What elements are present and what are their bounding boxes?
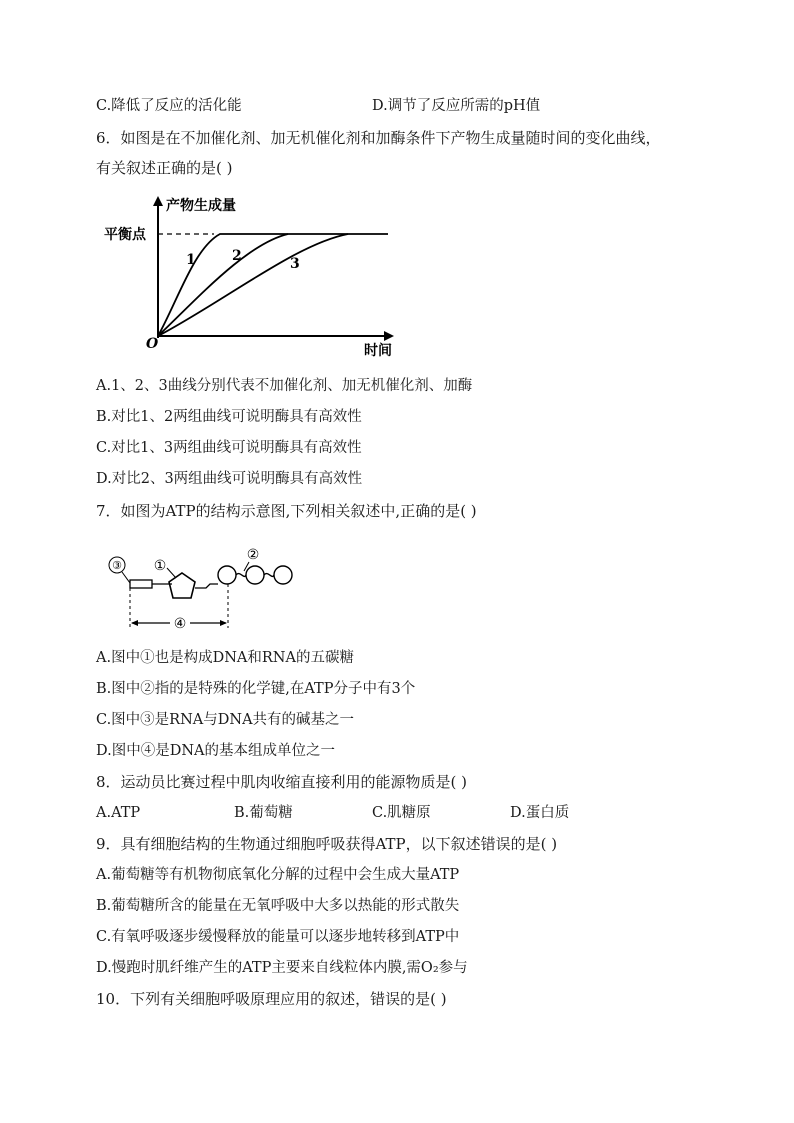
q8-option-b: B.葡萄糖 [234, 805, 293, 821]
q6-stem-line1: 6．如图是在不加催化剂、加无机催化剂和加酶条件下产物生成量随时间的变化曲线， [96, 129, 661, 147]
q7-marker-3-leader [122, 572, 130, 583]
q7-marker-1-leader [167, 568, 176, 578]
q9-stem: 9．具有细胞结构的生物通过细胞呼吸获得ATP，以下叙述错误的是( ) [96, 835, 558, 853]
q7-high-energy-bond-1 [236, 574, 246, 577]
q6-y-label: 产物生成量 [166, 198, 236, 214]
q6-stem-line2: 有关叙述正确的是( ) [96, 159, 233, 177]
q7-option-b: B.图中②指的是特殊的化学键,在ATP分子中有3个 [96, 681, 416, 697]
q7-phosphate-2 [246, 566, 264, 584]
q6-y-axis-arrow [153, 196, 163, 206]
q6-curve-1-label: 1 [186, 252, 196, 268]
q6-x-axis-arrow [384, 331, 394, 341]
q8-stem: 8．运动员比赛过程中肌肉收缩直接利用的能源物质是( ) [96, 773, 468, 791]
q7-marker-4: ④ [173, 616, 187, 632]
q7-stem: 7．如图为ATP的结构示意图,下列相关叙述中,正确的是( ) [96, 502, 477, 520]
q6-curve-2 [158, 234, 288, 336]
q6-curve-2-label: 2 [232, 248, 242, 264]
q6-option-b: B.对比1、2两组曲线可说明酶具有高效性 [96, 409, 362, 425]
q6-x-label: 时间 [364, 343, 392, 359]
q8-option-a: A.ATP [96, 805, 141, 821]
q6-origin-label: O [146, 336, 159, 352]
q6-option-c: C.对比1、3两组曲线可说明酶具有高效性 [96, 440, 362, 456]
q7-marker-1: ① [153, 558, 167, 574]
q8-option-c: C.肌糖原 [372, 805, 431, 821]
q5-option-d: D.调节了反应所需的pH值 [372, 98, 541, 114]
q7-base-rect [130, 580, 152, 588]
q5-option-c: C.降低了反应的活化能 [96, 98, 242, 114]
q9-option-b: B.葡萄糖所含的能量在无氧呼吸中大多以热能的形式散失 [96, 898, 460, 914]
q6-option-d: D.对比2、3两组曲线可说明酶具有高效性 [96, 471, 363, 487]
q6-curve-3 [158, 234, 348, 336]
q9-option-a: A.葡萄糖等有机物彻底氧化分解的过程中会生成大量ATP [96, 867, 460, 883]
q8-option-d: D.蛋白质 [510, 805, 570, 821]
q7-sugar-to-phosphate-bond [195, 584, 218, 588]
q7-high-energy-bond-2 [264, 574, 274, 577]
q7-marker-2: ② [246, 547, 260, 563]
q6-curve-3-label: 3 [290, 256, 300, 272]
q9-option-c: C.有氧呼吸逐步缓慢释放的能量可以逐步地转移到ATP中 [96, 929, 460, 945]
q6-reaction-curve-figure [96, 190, 416, 360]
q7-marker-3: ③ [112, 559, 122, 572]
q7-option-a: A.图中①也是构成DNA和RNA的五碳糖 [96, 650, 354, 666]
q7-atp-structure-figure [100, 538, 310, 638]
q10-stem: 10．下列有关细胞呼吸原理应用的叙述，错误的是( ) [96, 990, 447, 1008]
q7-phosphate-3 [274, 566, 292, 584]
q7-option-c: C.图中③是RNA与DNA共有的碱基之一 [96, 712, 355, 728]
q6-curve-1 [158, 234, 388, 336]
q7-option-d: D.图中④是DNA的基本组成单位之一 [96, 743, 336, 759]
q7-ribose-pentagon [169, 573, 195, 598]
q7-span-arrow-left [131, 620, 138, 626]
q7-phosphate-1 [218, 566, 236, 584]
q9-option-d: D.慢跑时肌纤维产生的ATP主要来自线粒体内膜,需O₂参与 [96, 960, 468, 976]
q7-span-arrow-right [220, 620, 227, 626]
q6-balance-label: 平衡点 [104, 227, 146, 243]
q6-option-a: A.1、2、3曲线分别代表不加催化剂、加无机催化剂、加酶 [96, 378, 473, 394]
